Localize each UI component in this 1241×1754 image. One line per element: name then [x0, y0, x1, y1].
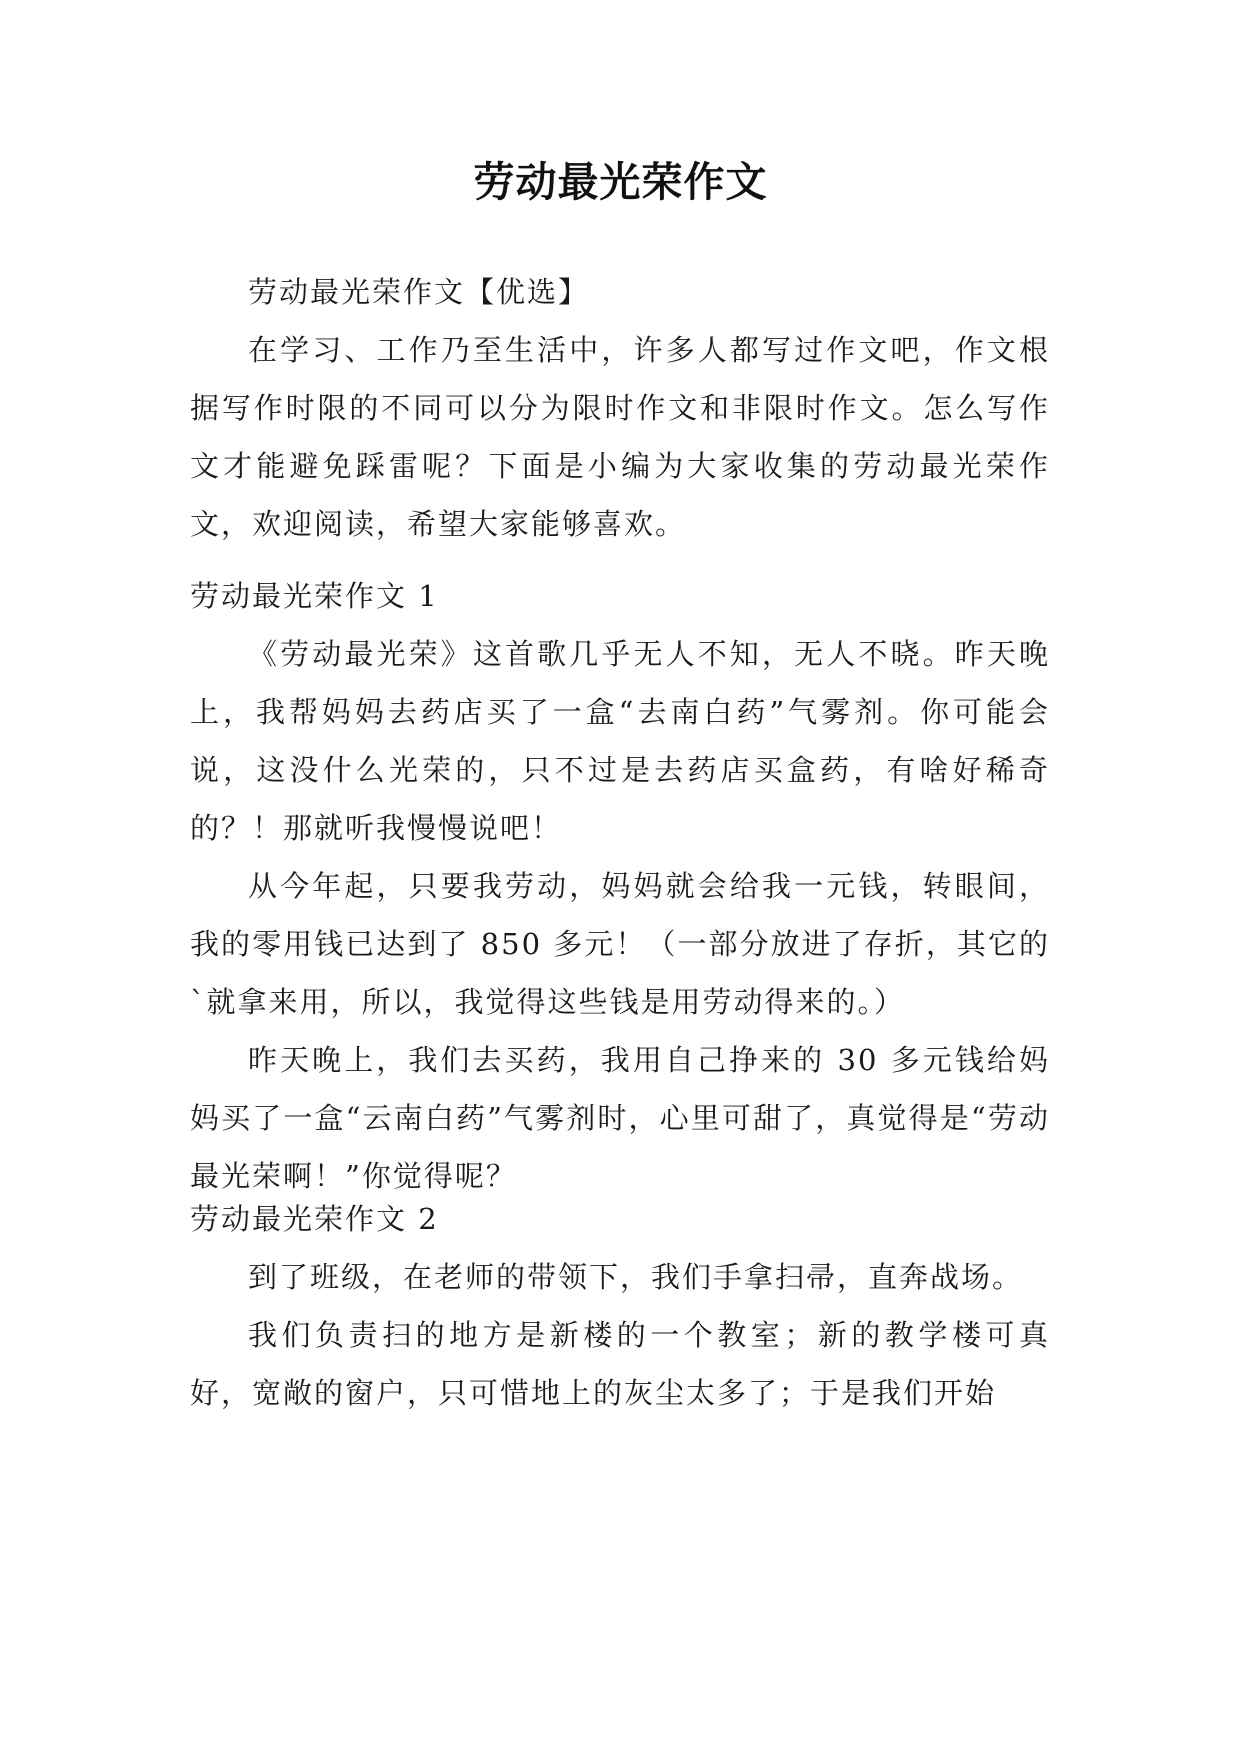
intro-heading: 劳动最光荣作文【优选】 [248, 275, 590, 309]
section-2-paragraph-2: 我们负责扫的地方是新楼的一个教室；新的教学楼可真好，宽敞的窗户，只可惜地上的灰尘太多了；于是我们开始 [190, 1318, 1050, 1410]
section-2-heading: 劳动最光荣作文 2 [190, 1202, 439, 1236]
section-1-paragraph-2: 从今年起，只要我劳动，妈妈就会给我一元钱，转眼间，我的零用钱已达到了 850 多元！（一部分放进了存折，其它的`就拿来用，所以，我觉得这些钱是用劳动得来的。） [190, 869, 1050, 1019]
section-2 [190, 1190, 1050, 1422]
section-2-paragraph-1: 到了班级，在老师的带领下，我们手拿扫帚，直奔战场。 [248, 1260, 1024, 1294]
intro-block [190, 263, 1050, 553]
section-1-heading: 劳动最光荣作文 1 [190, 579, 439, 613]
document-title: 劳动最光荣作文 [473, 158, 768, 206]
intro-paragraph: 在学习、工作乃至生活中，许多人都写过作文吧，作文根据写作时限的不同可以分为限时作文和非限时作文。怎么写作文才能避免踩雷呢？下面是小编为大家收集的劳动最光荣作文，欢迎阅读，希望大家能够喜欢。 [190, 333, 1050, 541]
section-1-paragraph-3: 昨天晚上，我们去买药，我用自己挣来的 30 多元钱给妈妈买了一盒“云南白药”气雾剂时，心里可甜了，真觉得是“劳动最光荣啊！”你觉得呢？ [190, 1043, 1050, 1193]
section-1 [190, 567, 1050, 1205]
section-1-paragraph-1: 《劳动最光荣》这首歌几乎无人不知，无人不晓。昨天晚上，我帮妈妈去药店买了一盒“去南白药”气雾剂。你可能会说，这没什么光荣的，只不过是去药店买盒药，有啥好稀奇的？！那就听我慢慢说吧！ [190, 637, 1050, 845]
